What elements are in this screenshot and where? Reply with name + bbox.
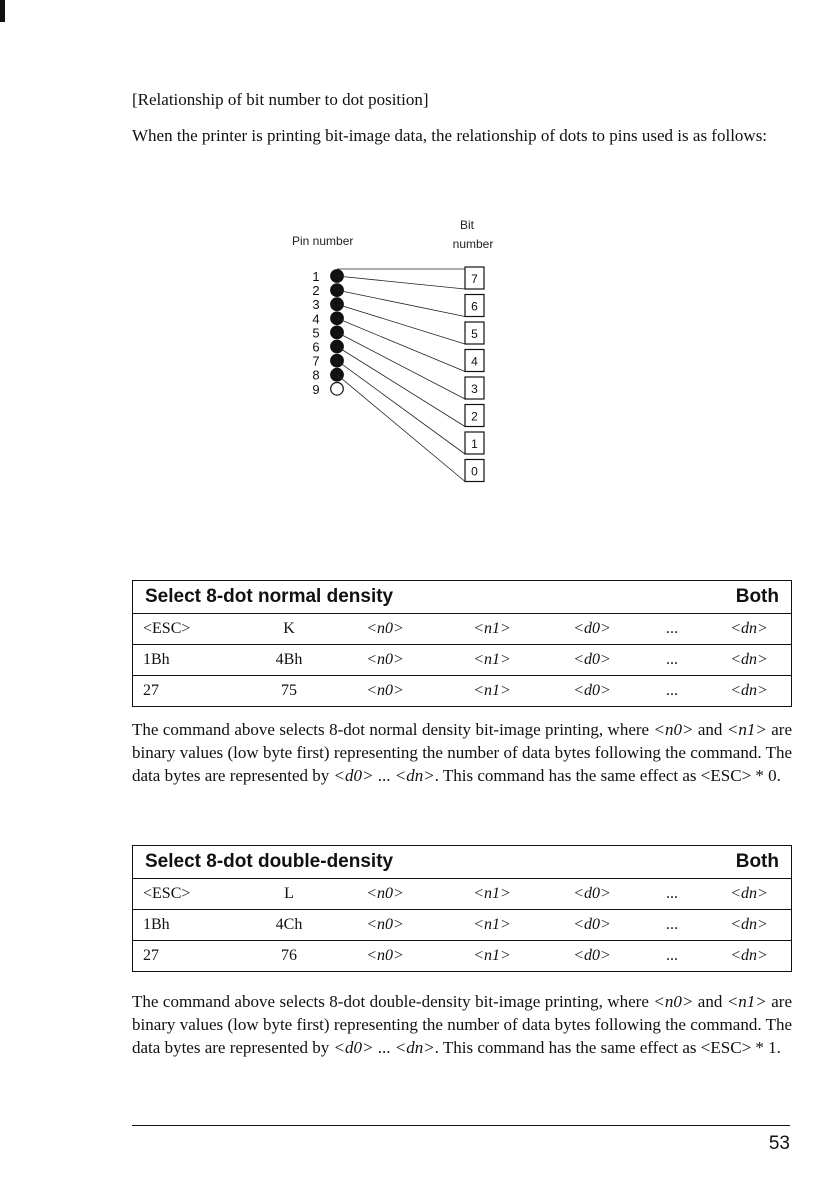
table-cell: <n0> (366, 620, 404, 637)
pin-bit-diagram (280, 215, 520, 495)
table-cell: <d0> (573, 682, 611, 699)
table-cell: ... (666, 916, 678, 933)
table-cell: <ESC> (143, 885, 191, 902)
pin-number: 7 (312, 353, 320, 369)
bit-number: 7 (471, 272, 478, 286)
desc-text: are binary values (low byte first) representing the number of data bytes following the command. The data bytes are represented by (132, 992, 793, 1057)
table-cell: <n0> (366, 682, 404, 699)
command-description-normal (132, 718, 792, 787)
bit-label-line1: Bit (459, 218, 475, 232)
table-cell: 4Ch (275, 916, 303, 933)
desc-text: ... (373, 1038, 395, 1057)
table-cell: <d0> (573, 885, 611, 902)
desc-text: and (693, 992, 727, 1011)
connector-line (337, 276, 465, 289)
table-cell: 75 (281, 682, 297, 699)
bit-number: 3 (471, 382, 478, 396)
table-cell: <d0> (573, 651, 611, 668)
table-cell: 1Bh (143, 651, 170, 668)
footer-rule (132, 1125, 790, 1126)
command-description-double (132, 990, 792, 1059)
connector-line (337, 361, 465, 454)
table-cell: 27 (143, 682, 159, 699)
desc-var: <d0> (333, 1038, 374, 1057)
command-title: Select 8-dot normal density (145, 586, 394, 607)
table-cell: ... (666, 651, 678, 668)
command-title-row (133, 581, 791, 614)
intro-paragraph: When the printer is printing bit-image data, the relationship of dots to pins used is as follows: (132, 126, 768, 145)
desc-text: ... (373, 766, 395, 785)
pin-bit-diagram-svg (280, 215, 520, 495)
table-cell: <n0> (366, 651, 404, 668)
desc-var: <n0> (653, 720, 694, 739)
page-edge-mark (0, 0, 5, 22)
desc-text: and (693, 720, 727, 739)
table-cell: <n1> (473, 620, 511, 637)
connector-line (337, 375, 465, 482)
bit-number: 4 (471, 354, 478, 369)
pin-dot-filled (331, 312, 344, 325)
desc-var: <dn> (394, 766, 435, 785)
table-cell: <n0> (366, 885, 404, 902)
table-cell: <dn> (730, 620, 768, 637)
table-cell: <n1> (473, 916, 511, 933)
pin-number: 8 (312, 367, 320, 383)
bit-number: 1 (471, 437, 478, 451)
bit-label-line2: number (452, 237, 494, 251)
bit-number: 2 (471, 409, 478, 424)
table-cell: L (284, 885, 294, 902)
table-cell: <n1> (473, 682, 511, 699)
command-title-row (133, 846, 791, 879)
desc-var: <n1> (726, 992, 767, 1011)
pin-number: 3 (312, 297, 320, 313)
desc-text: . This command has the same effect as <ESC> * 0. (434, 766, 781, 785)
connector-line (337, 290, 465, 316)
table-cell: 4Bh (275, 651, 303, 668)
connector-line (337, 332, 465, 399)
table-cell: <dn> (730, 916, 768, 933)
connector-line (337, 318, 465, 371)
table-cell: <dn> (730, 885, 768, 902)
pin-number: 4 (312, 311, 320, 327)
pin-number: 1 (312, 269, 320, 284)
desc-var: <n0> (653, 992, 694, 1011)
table-cell: <dn> (730, 682, 768, 699)
page-number: 53 (768, 1133, 790, 1154)
desc-var: <n1> (726, 720, 767, 739)
command-mode: Both (735, 851, 779, 872)
table-cell: ... (666, 885, 678, 902)
table-cell: <n0> (366, 916, 404, 933)
command-mode: Both (735, 586, 779, 607)
connector-line (337, 304, 465, 344)
connector-lines (337, 269, 484, 482)
table-row (133, 614, 791, 645)
pin-number: 6 (312, 339, 320, 355)
table-row (133, 879, 791, 910)
table-cell: ... (666, 620, 678, 637)
table-cell: 76 (281, 947, 297, 964)
desc-var: <dn> (394, 1038, 435, 1057)
table-cell: <n1> (473, 651, 511, 668)
table-cell: 1Bh (143, 916, 170, 933)
desc-text: The command above selects 8-dot double-density bit-image printing, where (132, 992, 654, 1011)
table-cell: <dn> (730, 651, 768, 668)
table-cell: <ESC> (143, 620, 191, 637)
desc-text: are binary values (low byte first) representing the number of data bytes following the command. The data bytes are represented by (132, 720, 793, 785)
bit-number: 0 (471, 464, 478, 479)
section-heading: [Relationship of bit number to dot position] (132, 90, 429, 109)
desc-text: The command above selects 8-dot normal density bit-image printing, where (132, 720, 654, 739)
table-cell: <n1> (473, 947, 511, 964)
table-cell: ... (666, 947, 678, 964)
command-title: Select 8-dot double-density (145, 851, 394, 872)
desc-var: <d0> (333, 766, 374, 785)
table-cell: 27 (143, 947, 159, 964)
table-cell: ... (666, 682, 678, 699)
connector-line (337, 347, 465, 427)
pin-number: 9 (312, 381, 320, 397)
bit-number: 5 (471, 327, 478, 341)
pin-dot-empty (331, 383, 344, 396)
table-cell: <d0> (573, 947, 611, 964)
pin-number-label: Pin number (292, 234, 354, 248)
table-cell: <dn> (730, 947, 768, 964)
table-row (133, 676, 791, 706)
pin-number: 5 (312, 325, 320, 341)
table-cell: K (283, 620, 295, 637)
pin-dot-filled (331, 284, 344, 297)
bit-number: 6 (471, 299, 478, 314)
table-row (133, 645, 791, 676)
pin-number: 2 (312, 283, 320, 299)
table-cell: <d0> (573, 620, 611, 637)
table-cell: <n0> (366, 947, 404, 964)
bit-column (465, 267, 484, 482)
command-table-normal-density (132, 580, 792, 707)
table-row (133, 910, 791, 941)
command-table-double-density (132, 845, 792, 972)
table-cell: <d0> (573, 916, 611, 933)
desc-text: . This command has the same effect as <ESC> * 1. (434, 1038, 781, 1057)
table-row (133, 941, 791, 971)
table-cell: <n1> (473, 885, 511, 902)
